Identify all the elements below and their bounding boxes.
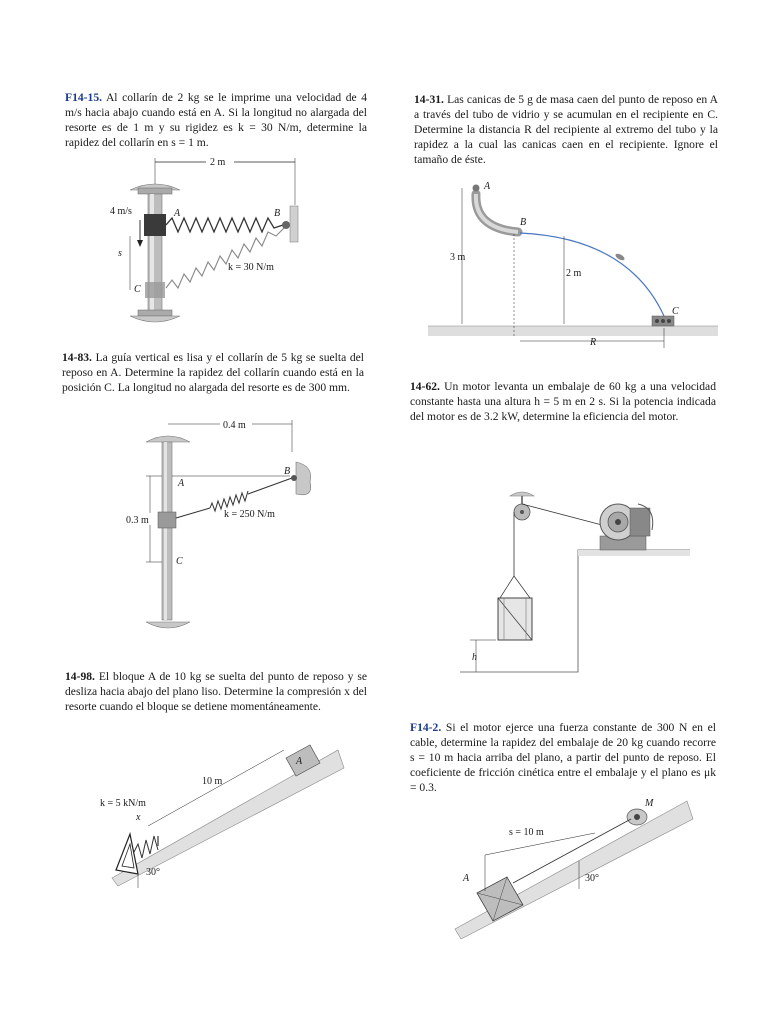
height-3m-label: 3 m <box>450 252 466 263</box>
figure-f14-15 <box>100 150 320 330</box>
problem-14-83 <box>62 350 364 395</box>
spring-constant-label: k = 250 N/m <box>224 509 275 520</box>
problem-number: 14-98. <box>65 670 95 683</box>
collar <box>158 512 176 528</box>
figure-14-98 <box>98 728 348 888</box>
problem-number: 14-31. <box>414 93 444 106</box>
point-a-label: A <box>178 478 185 489</box>
velocity-label: 4 m/s <box>110 206 132 217</box>
point-a-label: A <box>174 208 181 219</box>
problem-14-98 <box>65 669 367 714</box>
point-b-label: B <box>520 217 527 228</box>
ground <box>428 326 718 336</box>
crate-a-label: A <box>463 873 470 884</box>
dimension-label: 0.4 m <box>223 420 246 431</box>
height-2m-label: 2 m <box>566 268 582 279</box>
motor <box>600 504 653 550</box>
figure-14-62 <box>460 490 690 680</box>
angle-label: 30° <box>146 867 160 878</box>
problem-text: La guía vertical es lisa y el collarín de 5 kg se suelta del reposo en A. Determine la rapidez del collarín cuando está en la posición C. La longitud no alargada del resorte es de 300 mm. <box>62 351 365 394</box>
problem-text: Las canicas de 5 g de masa caen del punto de reposo en A a través del tubo de vidrio y se acumulan en el recipiente en C. Determine la distancia R del recipiente al extremo del tubo y la rapidez a la cual las canicas caen en el recipiente. Ignore el tamaño de éste. <box>414 93 719 166</box>
spring <box>210 491 248 511</box>
problem-14-62 <box>410 379 716 424</box>
problem-text: El bloque A de 10 kg se suelta del punto de reposo y se desliza hacia abajo del plano liso. Determine la compresión x del resorte cuando el bloque se detiene momentáneamente. <box>65 670 367 713</box>
point-c-label: C <box>672 306 679 317</box>
problem-number: 14-83. <box>62 351 92 364</box>
figure-14-83 <box>120 412 330 652</box>
motor-label: M <box>645 798 654 809</box>
figure-14-31 <box>428 178 728 348</box>
height-h-label: h <box>472 652 477 663</box>
problem-number: 14-62. <box>410 380 440 393</box>
inclined-plane <box>112 750 344 886</box>
point-c-label: C <box>134 284 141 295</box>
point-a-label: A <box>484 181 491 192</box>
point-b-label: B <box>284 466 291 477</box>
collar <box>144 214 166 236</box>
distance-label: 10 m <box>202 776 223 787</box>
point-c-label: C <box>176 556 183 567</box>
floor <box>460 550 690 672</box>
problem-number: F14-15. <box>65 91 103 104</box>
problem-text: Al collarín de 2 kg se le imprime una velocidad de 4 m/s hacia abajo cuando está en A. Si la longitud no alargada del resorte es de 1 m y su rigidez es k = 30 N/m, determine la rapidez del collarín en s = 1 m. <box>65 91 367 149</box>
block-a-label: A <box>296 756 303 767</box>
s-label: s <box>118 248 122 259</box>
figure-f14-2 <box>455 795 705 945</box>
spring-constant-label: k = 30 N/m <box>228 262 274 273</box>
spring <box>166 218 286 232</box>
distance-r-label: R <box>590 337 597 348</box>
dimension-label: 2 m <box>210 157 226 168</box>
problem-text: Un motor levanta un embalaje de 60 kg a una velocidad constante hasta una altura h = 5 m en 2 s. Si la potencia indicada del motor es de 3.2 kW, determine la eficiencia del motor. <box>410 380 716 423</box>
inclined-plane <box>455 801 693 939</box>
trajectory <box>520 233 664 316</box>
problem-f14-15 <box>65 90 367 150</box>
problem-f14-2 <box>410 720 716 795</box>
height-label: 0.3 m <box>126 515 149 526</box>
motor <box>627 809 647 825</box>
spring-constant-label: k = 5 kN/m <box>100 798 146 809</box>
angle-label: 30° <box>585 873 599 884</box>
point-b-label: B <box>274 208 281 219</box>
compression-x-label: x <box>136 812 141 823</box>
problem-text: Si el motor ejerce una fuerza constante de 300 N en el cable, determine la rapidez del embalaje de 20 kg cuando recorre s = 10 m hacia arriba del plano, a partir del punto de reposo. El coeficiente de fricción cinética entre el embalaje y el plano es μk = 0.3. <box>410 721 716 794</box>
distance-label: s = 10 m <box>509 827 544 838</box>
problem-number: F14-2. <box>410 721 442 734</box>
problem-14-31 <box>414 92 718 167</box>
